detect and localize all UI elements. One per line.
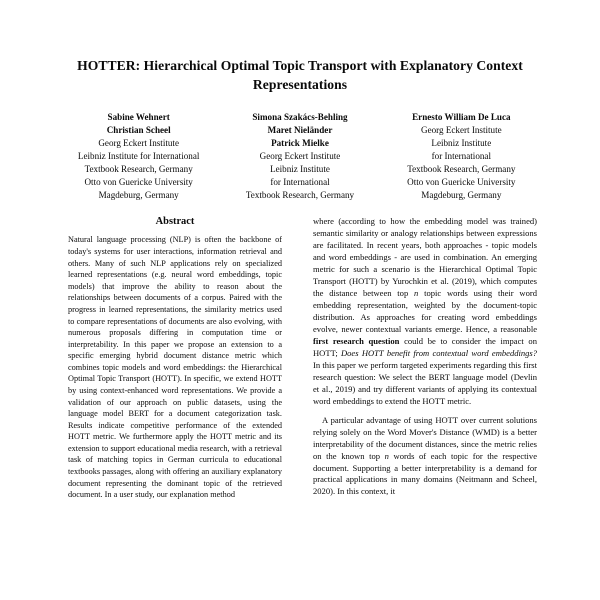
math-italic-n: n bbox=[414, 288, 419, 299]
body-paragraph-2 bbox=[313, 415, 537, 499]
author-name: Christian Scheel bbox=[106, 124, 171, 135]
title-block bbox=[0, 0, 600, 95]
author-affiliation: Otto von Guericke University bbox=[84, 177, 193, 188]
paragraph-text-run: could be to consider the impact on HOTT; bbox=[313, 336, 537, 358]
author-name: Ernesto William De Luca bbox=[412, 111, 511, 122]
right-column bbox=[313, 216, 537, 500]
author-name: Maret Nieländer bbox=[267, 124, 333, 135]
paragraph-text-run: In this paper we perform targeted experiments regarding this first research question: We select the BERT language model (Devlin et al., 2019) and try different variants of applying its contextual word embeddings to extend the HOTT metric. bbox=[313, 359, 537, 406]
author-name: Sabine Wehnert bbox=[107, 111, 170, 122]
left-column bbox=[63, 216, 287, 500]
author-name: Simona Szakács-Behling bbox=[252, 111, 348, 122]
author-affiliation: Leibniz Institute for International bbox=[77, 150, 200, 161]
author-affiliation: Georg Eckert Institute bbox=[98, 137, 179, 148]
author-affiliation: Georg Eckert Institute bbox=[421, 124, 502, 135]
author-affiliation: Leibniz Institute bbox=[270, 164, 330, 175]
paragraph-text-run: where (according to how the embedding model was trained) semantic similarity or analogy relationships between expressions are facilitated. In recent years, both approaches - topic models and word embeddings - are used in combination. An emerging metric for such a scenario is the Hierarchical Optimal Topic Transport (HOTT) by Yurochkin et al. (2019), which computes the distance between top bbox=[313, 216, 537, 299]
author-affiliation: for International bbox=[270, 177, 330, 188]
author-affiliation: Otto von Guericke University bbox=[407, 177, 516, 188]
paragraph-text-run: topic words using their word embedding representation, weighted by the document-topic distribution. As approaches for creating word embeddings evolve, newer contextual variants emerge. Hence, a reasonable bbox=[313, 288, 537, 335]
paragraph-text-run: words of each topic for the respective document. Supporting a better interpretability is a demand for practical applications in many domains (Neitmann and Scheel, 2020). In this context, it bbox=[313, 450, 537, 497]
author-column-3 bbox=[381, 111, 542, 203]
author-affiliation: Textbook Research, Germany bbox=[407, 164, 516, 175]
author-affiliation: Magdeburg, Germany bbox=[98, 190, 179, 201]
body-paragraph-1 bbox=[313, 216, 537, 407]
abstract-heading: Abstract bbox=[155, 216, 195, 228]
author-affiliation: Georg Eckert Institute bbox=[259, 150, 341, 161]
author-affiliation: Textbook Research, Germany bbox=[245, 190, 355, 201]
body-columns bbox=[0, 202, 600, 500]
author-column-2 bbox=[219, 111, 380, 203]
emphasis-first-research-question: first research question bbox=[313, 336, 400, 346]
page-title: HOTTER: Hierarchical Optimal Topic Transport with Explanatory Context Representations bbox=[77, 58, 523, 93]
author-block bbox=[0, 95, 600, 203]
research-question-italic: Does HOTT benefit from contextual word embeddings? bbox=[340, 347, 538, 358]
author-name: Patrick Mielke bbox=[271, 137, 329, 148]
author-affiliation: for International bbox=[431, 150, 491, 161]
paragraph-text-run: A particular advantage of using HOTT over current solutions relying solely on the Word Mover's Distance (WMD) is a better interpretability of the document distances, since the metric relies on the known top bbox=[313, 414, 537, 461]
author-affiliation: Magdeburg, Germany bbox=[421, 190, 502, 201]
author-affiliation: Leibniz Institute bbox=[431, 137, 492, 148]
author-affiliation: Textbook Research, Germany bbox=[84, 164, 193, 175]
author-column-1 bbox=[58, 111, 219, 203]
math-italic-n: n bbox=[384, 450, 389, 461]
abstract-text: Natural language processing (NLP) is often the backbone of today's systems for user interactions, information retrieval and others. Many of such NLP applications rely on specialized learned representations (e.g. neural word embeddings, topic models) that improve the ability to reason about the relationships between documents of a corpus. Paired with the progress in learned representations, the similarity metrics used to compare representations of documents are also evolving, with numerous proposals differing in computation time or interpretability. In this paper we propose an extension to a specific emerging hybrid document distance metric which combines topic models and word embeddings: the Hierarchical Optimal Topic Transport (HOTT). In specific, we extend HOTT by using context-enhanced word representations. We provide a validation of our approach on public datasets, using the language model BERT for a document categorization task. Results indicate competitive performance of the extended HOTT metric. We furthermore apply the HOTT metric and its extension to support educational media research, with a retrieval task of matching topics in German curricula to educational textbooks passages, along with offering an auxiliary explanatory document representing the dominant topic of the retrieved document. In a user study, our explanation method bbox=[68, 235, 282, 500]
